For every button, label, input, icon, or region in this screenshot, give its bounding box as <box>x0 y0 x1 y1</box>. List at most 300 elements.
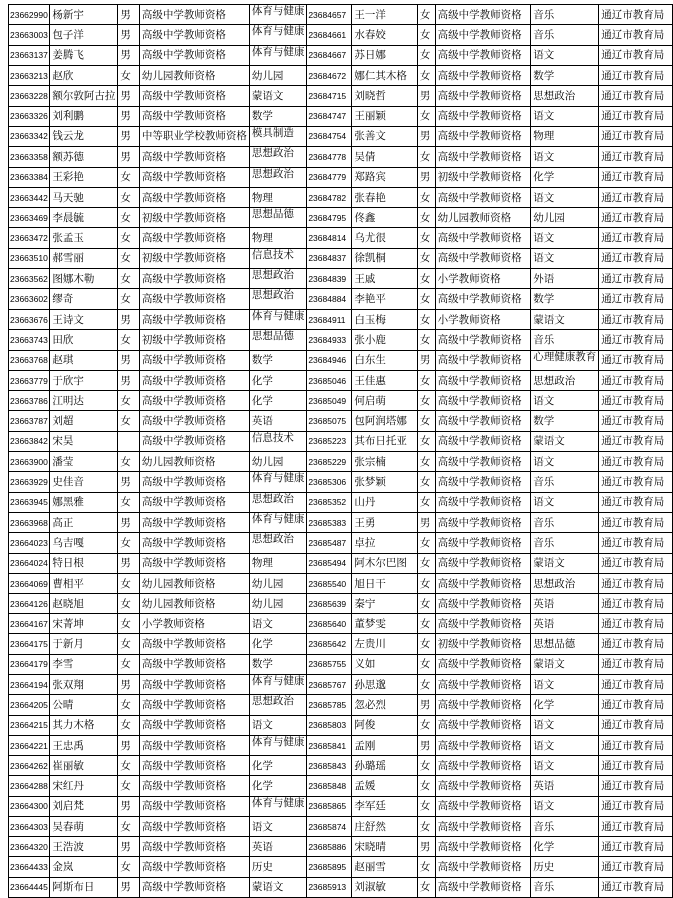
subject-right-cell: 蒙语文 <box>531 431 599 451</box>
qualification-right-cell: 高级中学教师资格 <box>435 614 531 634</box>
gender-left-cell: 女 <box>118 573 139 593</box>
authority-cell: 通辽市教育局 <box>599 816 673 836</box>
table-row <box>9 66 673 86</box>
qualification-left-cell: 高级中学教师资格 <box>139 309 249 329</box>
authority-cell: 通辽市教育局 <box>599 309 673 329</box>
name-left-cell: 乌吉嘎 <box>50 533 118 553</box>
name-right-cell: 佟鑫 <box>352 208 417 228</box>
gender-left-cell: 男 <box>118 86 139 106</box>
name-left-cell: 宋昊 <box>50 431 118 451</box>
id-right-cell: 23684754 <box>307 126 352 146</box>
subject-left-cell: 语文 <box>249 614 307 634</box>
subject-left-cell: 思想品德 <box>249 208 307 228</box>
subject-left-cell: 体育与健康 <box>249 512 307 532</box>
subject-left-cell: 体育与健康 <box>249 5 307 25</box>
qualification-right-cell: 高级中学教师资格 <box>435 695 531 715</box>
gender-left-cell: 女 <box>118 695 139 715</box>
id-left-cell: 23663768 <box>9 350 50 370</box>
id-right-cell: 23684814 <box>307 228 352 248</box>
authority-cell: 通辽市教育局 <box>599 167 673 187</box>
name-right-cell: 白玉梅 <box>352 309 417 329</box>
qualification-left-cell: 高级中学教师资格 <box>139 228 249 248</box>
qualification-right-cell: 高级中学教师资格 <box>435 45 531 65</box>
qualification-right-cell: 高级中学教师资格 <box>435 837 531 857</box>
subject-left-cell: 幼儿园 <box>249 66 307 86</box>
name-left-cell: 姜腾飞 <box>50 45 118 65</box>
subject-left-cell: 蒙语文 <box>249 86 307 106</box>
subject-right-cell: 音乐 <box>531 25 599 45</box>
gender-left-cell: 女 <box>118 167 139 187</box>
gender-right-cell: 女 <box>417 674 435 694</box>
authority-cell: 通辽市教育局 <box>599 735 673 755</box>
subject-right-cell: 音乐 <box>531 877 599 897</box>
id-left-cell: 23663968 <box>9 512 50 532</box>
qualification-right-cell: 高级中学教师资格 <box>435 431 531 451</box>
name-right-cell: 董梦雯 <box>352 614 417 634</box>
table-row <box>9 45 673 65</box>
name-left-cell: 郝雪丽 <box>50 248 118 268</box>
id-left-cell: 23664300 <box>9 796 50 816</box>
authority-cell: 通辽市教育局 <box>599 451 673 471</box>
gender-right-cell: 女 <box>417 877 435 897</box>
name-right-cell: 卓拉 <box>352 533 417 553</box>
subject-left-cell: 体育与健康 <box>249 735 307 755</box>
gender-right-cell: 女 <box>417 553 435 573</box>
subject-right-cell: 音乐 <box>531 330 599 350</box>
name-right-cell: 张善文 <box>352 126 417 146</box>
gender-right-cell: 女 <box>417 187 435 207</box>
table-row <box>9 472 673 492</box>
subject-right-cell: 英语 <box>531 594 599 614</box>
authority-cell: 通辽市教育局 <box>599 553 673 573</box>
name-left-cell: 宋红丹 <box>50 776 118 796</box>
name-left-cell: 额苏德 <box>50 147 118 167</box>
name-left-cell: 王彩艳 <box>50 167 118 187</box>
name-right-cell: 忽必烈 <box>352 695 417 715</box>
id-left-cell: 23663945 <box>9 492 50 512</box>
qualification-right-cell: 高级中学教师资格 <box>435 553 531 573</box>
subject-left-cell: 英语 <box>249 837 307 857</box>
id-left-cell: 23663602 <box>9 289 50 309</box>
id-right-cell: 23685848 <box>307 776 352 796</box>
authority-cell: 通辽市教育局 <box>599 776 673 796</box>
gender-right-cell: 女 <box>417 147 435 167</box>
gender-left-cell: 男 <box>118 796 139 816</box>
qualification-right-cell: 高级中学教师资格 <box>435 187 531 207</box>
qualification-left-cell: 高级中学教师资格 <box>139 86 249 106</box>
name-right-cell: 王佳惠 <box>352 371 417 391</box>
subject-left-cell: 思想品德 <box>249 330 307 350</box>
qualification-right-cell: 小学教师资格 <box>435 269 531 289</box>
subject-right-cell: 语文 <box>531 106 599 126</box>
subject-right-cell: 语文 <box>531 796 599 816</box>
authority-cell: 通辽市教育局 <box>599 5 673 25</box>
id-left-cell: 23663562 <box>9 269 50 289</box>
id-left-cell: 23664069 <box>9 573 50 593</box>
id-right-cell: 23684782 <box>307 187 352 207</box>
gender-right-cell: 男 <box>417 126 435 146</box>
gender-left-cell: 男 <box>118 674 139 694</box>
qualification-left-cell: 幼儿园教师资格 <box>139 451 249 471</box>
name-left-cell: 张孟玉 <box>50 228 118 248</box>
name-left-cell: 王忠禹 <box>50 735 118 755</box>
name-right-cell: 娜仁其木格 <box>352 66 417 86</box>
gender-left-cell: 女 <box>118 857 139 877</box>
name-right-cell: 苏日娜 <box>352 45 417 65</box>
authority-cell: 通辽市教育局 <box>599 573 673 593</box>
qualification-left-cell: 初级中学教师资格 <box>139 330 249 350</box>
authority-cell: 通辽市教育局 <box>599 512 673 532</box>
name-right-cell: 张春艳 <box>352 187 417 207</box>
table-row <box>9 167 673 187</box>
table-row <box>9 86 673 106</box>
authority-cell: 通辽市教育局 <box>599 330 673 350</box>
table-row <box>9 5 673 25</box>
authority-cell: 通辽市教育局 <box>599 66 673 86</box>
gender-right-cell: 女 <box>417 472 435 492</box>
gender-left-cell: 男 <box>118 126 139 146</box>
gender-right-cell: 女 <box>417 634 435 654</box>
name-left-cell: 赵欣 <box>50 66 118 86</box>
subject-right-cell: 音乐 <box>531 472 599 492</box>
subject-right-cell: 历史 <box>531 857 599 877</box>
certificate-table <box>8 4 673 898</box>
gender-right-cell: 男 <box>417 695 435 715</box>
authority-cell: 通辽市教育局 <box>599 248 673 268</box>
id-right-cell: 23684715 <box>307 86 352 106</box>
authority-cell: 通辽市教育局 <box>599 695 673 715</box>
name-left-cell: 刘利鹏 <box>50 106 118 126</box>
authority-cell: 通辽市教育局 <box>599 208 673 228</box>
id-right-cell: 23685755 <box>307 654 352 674</box>
name-left-cell: 刘启梵 <box>50 796 118 816</box>
qualification-right-cell: 高级中学教师资格 <box>435 5 531 25</box>
qualification-right-cell: 高级中学教师资格 <box>435 411 531 431</box>
name-right-cell: 庄舒然 <box>352 816 417 836</box>
table-row <box>9 756 673 776</box>
gender-left-cell: 女 <box>118 289 139 309</box>
qualification-right-cell: 高级中学教师资格 <box>435 391 531 411</box>
subject-right-cell: 蒙语文 <box>531 553 599 573</box>
name-left-cell: 额尔敦阿古拉 <box>50 86 118 106</box>
name-left-cell: 曹相平 <box>50 573 118 593</box>
gender-right-cell: 男 <box>417 512 435 532</box>
id-right-cell: 23685843 <box>307 756 352 776</box>
id-right-cell: 23685886 <box>307 837 352 857</box>
name-right-cell: 山丹 <box>352 492 417 512</box>
qualification-right-cell: 高级中学教师资格 <box>435 877 531 897</box>
table-row <box>9 594 673 614</box>
qualification-right-cell: 高级中学教师资格 <box>435 289 531 309</box>
table-row <box>9 451 673 471</box>
subject-left-cell: 化学 <box>249 756 307 776</box>
id-right-cell: 23685049 <box>307 391 352 411</box>
authority-cell: 通辽市教育局 <box>599 472 673 492</box>
gender-right-cell: 女 <box>417 492 435 512</box>
id-right-cell: 23685352 <box>307 492 352 512</box>
table-row <box>9 25 673 45</box>
qualification-left-cell: 高级中学教师资格 <box>139 411 249 431</box>
subject-right-cell: 音乐 <box>531 5 599 25</box>
qualification-left-cell: 高级中学教师资格 <box>139 492 249 512</box>
name-left-cell: 宋菁坤 <box>50 614 118 634</box>
name-left-cell: 图娜木勒 <box>50 269 118 289</box>
subject-left-cell: 化学 <box>249 391 307 411</box>
qualification-left-cell: 幼儿园教师资格 <box>139 594 249 614</box>
authority-cell: 通辽市教育局 <box>599 796 673 816</box>
name-right-cell: 李艳平 <box>352 289 417 309</box>
subject-left-cell: 体育与健康 <box>249 796 307 816</box>
authority-cell: 通辽市教育局 <box>599 492 673 512</box>
subject-right-cell: 外语 <box>531 269 599 289</box>
subject-right-cell: 蒙语文 <box>531 309 599 329</box>
id-left-cell: 23663469 <box>9 208 50 228</box>
gender-right-cell: 男 <box>417 350 435 370</box>
gender-left-cell: 女 <box>118 411 139 431</box>
id-left-cell: 23664320 <box>9 837 50 857</box>
subject-left-cell: 物理 <box>249 553 307 573</box>
subject-right-cell: 音乐 <box>531 533 599 553</box>
gender-right-cell: 女 <box>417 371 435 391</box>
qualification-right-cell: 高级中学教师资格 <box>435 573 531 593</box>
subject-right-cell: 化学 <box>531 837 599 857</box>
name-left-cell: 公晴 <box>50 695 118 715</box>
name-right-cell: 吴倩 <box>352 147 417 167</box>
id-right-cell: 23685223 <box>307 431 352 451</box>
qualification-right-cell: 高级中学教师资格 <box>435 654 531 674</box>
table-row <box>9 654 673 674</box>
id-left-cell: 23663342 <box>9 126 50 146</box>
name-left-cell: 王诗文 <box>50 309 118 329</box>
gender-right-cell: 女 <box>417 431 435 451</box>
gender-right-cell: 女 <box>417 594 435 614</box>
id-left-cell: 23662990 <box>9 5 50 25</box>
name-right-cell: 王一洋 <box>352 5 417 25</box>
name-right-cell: 王丽颖 <box>352 106 417 126</box>
table-row <box>9 776 673 796</box>
qualification-left-cell: 高级中学教师资格 <box>139 674 249 694</box>
subject-right-cell: 思想政治 <box>531 86 599 106</box>
id-right-cell: 23685494 <box>307 553 352 573</box>
gender-left-cell: 男 <box>118 371 139 391</box>
name-right-cell: 孙思邈 <box>352 674 417 694</box>
gender-right-cell: 女 <box>417 614 435 634</box>
name-left-cell: 马天驰 <box>50 187 118 207</box>
gender-left-cell: 女 <box>118 208 139 228</box>
gender-left-cell: 女 <box>118 654 139 674</box>
qualification-right-cell: 高级中学教师资格 <box>435 776 531 796</box>
table-row <box>9 816 673 836</box>
table-row <box>9 391 673 411</box>
name-right-cell: 何启萌 <box>352 391 417 411</box>
id-left-cell: 23664175 <box>9 634 50 654</box>
subject-left-cell: 思想政治 <box>249 533 307 553</box>
table-row <box>9 228 673 248</box>
gender-left-cell: 男 <box>118 309 139 329</box>
gender-right-cell: 女 <box>417 796 435 816</box>
gender-right-cell: 女 <box>417 816 435 836</box>
subject-left-cell: 思想政治 <box>249 167 307 187</box>
qualification-left-cell: 高级中学教师资格 <box>139 431 249 451</box>
id-left-cell: 23664194 <box>9 674 50 694</box>
qualification-left-cell: 高级中学教师资格 <box>139 289 249 309</box>
subject-right-cell: 语文 <box>531 147 599 167</box>
id-left-cell: 23663510 <box>9 248 50 268</box>
table-row <box>9 248 673 268</box>
subject-left-cell: 物理 <box>249 228 307 248</box>
subject-right-cell: 语文 <box>531 735 599 755</box>
id-left-cell: 23663213 <box>9 66 50 86</box>
qualification-right-cell: 高级中学教师资格 <box>435 533 531 553</box>
subject-right-cell: 物理 <box>531 126 599 146</box>
id-right-cell: 23684657 <box>307 5 352 25</box>
authority-cell: 通辽市教育局 <box>599 533 673 553</box>
gender-right-cell: 男 <box>417 86 435 106</box>
table-row <box>9 411 673 431</box>
table-row <box>9 350 673 370</box>
name-right-cell: 左贵川 <box>352 634 417 654</box>
gender-right-cell: 女 <box>417 106 435 126</box>
qualification-left-cell: 高级中学教师资格 <box>139 816 249 836</box>
id-right-cell: 23684839 <box>307 269 352 289</box>
gender-right-cell: 女 <box>417 5 435 25</box>
subject-right-cell: 数学 <box>531 411 599 431</box>
name-left-cell: 金岚 <box>50 857 118 877</box>
gender-left-cell: 男 <box>118 837 139 857</box>
name-left-cell: 娜黑雅 <box>50 492 118 512</box>
qualification-right-cell: 高级中学教师资格 <box>435 147 531 167</box>
gender-left-cell: 男 <box>118 472 139 492</box>
table-row <box>9 877 673 897</box>
id-left-cell: 23664262 <box>9 756 50 776</box>
id-left-cell: 23663384 <box>9 167 50 187</box>
subject-left-cell: 蒙语文 <box>249 877 307 897</box>
qualification-right-cell: 高级中学教师资格 <box>435 86 531 106</box>
qualification-left-cell: 高级中学教师资格 <box>139 45 249 65</box>
id-left-cell: 23664179 <box>9 654 50 674</box>
subject-left-cell: 幼儿园 <box>249 594 307 614</box>
name-right-cell: 阿木尔巴图 <box>352 553 417 573</box>
name-left-cell: 赵晓旭 <box>50 594 118 614</box>
id-left-cell: 23664303 <box>9 816 50 836</box>
name-left-cell: 钱云龙 <box>50 126 118 146</box>
subject-left-cell: 英语 <box>249 411 307 431</box>
id-left-cell: 23664445 <box>9 877 50 897</box>
subject-left-cell: 幼儿园 <box>249 573 307 593</box>
subject-left-cell: 模具制造 <box>249 126 307 146</box>
subject-left-cell: 思想政治 <box>249 695 307 715</box>
id-left-cell: 23664024 <box>9 553 50 573</box>
id-left-cell: 23663137 <box>9 45 50 65</box>
qualification-left-cell: 高级中学教师资格 <box>139 391 249 411</box>
qualification-right-cell: 高级中学教师资格 <box>435 451 531 471</box>
table-row <box>9 735 673 755</box>
id-right-cell: 23684672 <box>307 66 352 86</box>
gender-right-cell: 女 <box>417 391 435 411</box>
gender-left-cell: 女 <box>118 451 139 471</box>
id-right-cell: 23684667 <box>307 45 352 65</box>
id-right-cell: 23685913 <box>307 877 352 897</box>
subject-right-cell: 语文 <box>531 45 599 65</box>
qualification-right-cell: 高级中学教师资格 <box>435 816 531 836</box>
gender-right-cell: 女 <box>417 857 435 877</box>
qualification-left-cell: 高级中学教师资格 <box>139 695 249 715</box>
gender-left-cell: 女 <box>118 228 139 248</box>
id-right-cell: 23684747 <box>307 106 352 126</box>
qualification-right-cell: 高级中学教师资格 <box>435 350 531 370</box>
id-left-cell: 23664126 <box>9 594 50 614</box>
subject-right-cell: 语文 <box>531 756 599 776</box>
name-right-cell: 孙璐瑶 <box>352 756 417 776</box>
table-row <box>9 796 673 816</box>
qualification-right-cell: 高级中学教师资格 <box>435 756 531 776</box>
gender-right-cell: 女 <box>417 411 435 431</box>
name-left-cell: 于欣宇 <box>50 371 118 391</box>
authority-cell: 通辽市教育局 <box>599 187 673 207</box>
qualification-left-cell: 高级中学教师资格 <box>139 25 249 45</box>
gender-left-cell: 男 <box>118 45 139 65</box>
authority-cell: 通辽市教育局 <box>599 147 673 167</box>
id-right-cell: 23685895 <box>307 857 352 877</box>
qualification-left-cell: 高级中学教师资格 <box>139 796 249 816</box>
name-left-cell: 包子洋 <box>50 25 118 45</box>
name-right-cell: 孟媛 <box>352 776 417 796</box>
id-left-cell: 23663787 <box>9 411 50 431</box>
id-right-cell: 23685487 <box>307 533 352 553</box>
qualification-left-cell: 高级中学教师资格 <box>139 756 249 776</box>
name-left-cell: 其力木格 <box>50 715 118 735</box>
id-left-cell: 23663743 <box>9 330 50 350</box>
subject-right-cell: 语文 <box>531 187 599 207</box>
table-row <box>9 573 673 593</box>
qualification-left-cell: 高级中学教师资格 <box>139 371 249 391</box>
gender-left-cell: 女 <box>118 756 139 776</box>
id-right-cell: 23685767 <box>307 674 352 694</box>
name-right-cell: 孟刚 <box>352 735 417 755</box>
subject-left-cell: 语文 <box>249 715 307 735</box>
id-right-cell: 23685306 <box>307 472 352 492</box>
authority-cell: 通辽市教育局 <box>599 411 673 431</box>
id-right-cell: 23684884 <box>307 289 352 309</box>
id-right-cell: 23685640 <box>307 614 352 634</box>
id-left-cell: 23663779 <box>9 371 50 391</box>
subject-right-cell: 心理健康教育 <box>531 350 599 370</box>
name-right-cell: 刘晓哲 <box>352 86 417 106</box>
table-row <box>9 126 673 146</box>
name-right-cell: 旭日干 <box>352 573 417 593</box>
id-left-cell: 23664288 <box>9 776 50 796</box>
table-row <box>9 187 673 207</box>
id-left-cell: 23663472 <box>9 228 50 248</box>
subject-right-cell: 幼儿园 <box>531 208 599 228</box>
gender-left-cell: 男 <box>118 350 139 370</box>
name-right-cell: 李军廷 <box>352 796 417 816</box>
id-right-cell: 23685075 <box>307 411 352 431</box>
id-left-cell: 23664205 <box>9 695 50 715</box>
name-right-cell: 秦宁 <box>352 594 417 614</box>
qualification-left-cell: 高级中学教师资格 <box>139 553 249 573</box>
qualification-right-cell: 高级中学教师资格 <box>435 330 531 350</box>
qualification-left-cell: 初级中学教师资格 <box>139 248 249 268</box>
subject-left-cell: 化学 <box>249 776 307 796</box>
authority-cell: 通辽市教育局 <box>599 269 673 289</box>
qualification-left-cell: 幼儿园教师资格 <box>139 66 249 86</box>
qualification-left-cell: 初级中学教师资格 <box>139 208 249 228</box>
authority-cell: 通辽市教育局 <box>599 756 673 776</box>
subject-right-cell: 语文 <box>531 391 599 411</box>
gender-left-cell: 女 <box>118 816 139 836</box>
subject-left-cell: 思想政治 <box>249 289 307 309</box>
